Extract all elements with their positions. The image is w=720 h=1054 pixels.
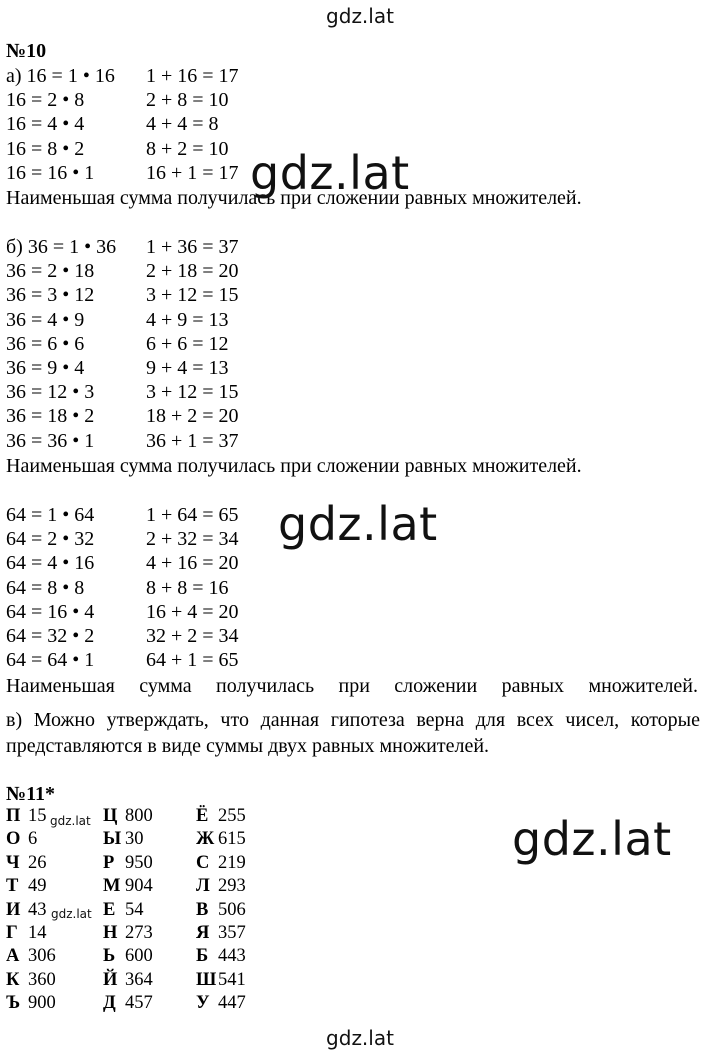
code-number: 273 xyxy=(125,922,153,943)
letter: О xyxy=(6,829,21,850)
letter-code xyxy=(196,945,246,968)
letter: К xyxy=(6,969,20,990)
code-number: 447 xyxy=(218,993,246,1014)
watermark-large-3: gdz.lat xyxy=(512,812,672,866)
letter: Е xyxy=(103,899,116,920)
letter: А xyxy=(6,946,20,967)
letter: Б xyxy=(196,946,209,967)
watermark-tiny-1: gdz.lat xyxy=(50,814,91,828)
factor-sum: 8 + 2 = 10 xyxy=(146,137,229,160)
letter-code xyxy=(6,805,56,828)
letter-code xyxy=(103,945,153,968)
code-number: 600 xyxy=(125,946,153,967)
watermark-large-2: gdz.lat xyxy=(278,497,438,551)
letter: Т xyxy=(6,876,19,897)
code-number: 900 xyxy=(28,993,56,1014)
factor-sum: 36 + 1 = 37 xyxy=(146,429,239,452)
letter: Й xyxy=(103,969,118,990)
letter-code xyxy=(6,875,56,898)
part-b-conclusion: Наименьшая сумма получилась при сложении равных множителей. xyxy=(6,455,582,477)
letter-code xyxy=(103,922,153,945)
code-number: 615 xyxy=(218,829,246,850)
letter-code xyxy=(6,992,56,1015)
code-number: 14 xyxy=(28,922,47,943)
factorization: 36 = 6 • 6 xyxy=(6,332,85,355)
letter: У xyxy=(196,993,210,1014)
letter-code xyxy=(6,828,56,851)
factor-sum: 2 + 32 = 34 xyxy=(146,528,239,551)
factor-sum: 8 + 8 = 16 xyxy=(146,576,229,599)
factorization: 36 = 4 • 9 xyxy=(6,308,85,331)
letter-code xyxy=(103,852,153,875)
part-b-extra-conclusion: Наименьшая сумма получилась при сложении равных множителей. xyxy=(6,675,698,697)
factorization: 36 = 2 • 18 xyxy=(6,260,95,283)
factor-sum: 4 + 9 = 13 xyxy=(146,308,229,331)
letter: Ъ xyxy=(6,993,21,1014)
letter: Ж xyxy=(196,829,215,850)
factorization: 16 = 2 • 8 xyxy=(6,89,85,112)
factorization: 64 = 8 • 8 xyxy=(6,576,85,599)
letter-code xyxy=(6,899,56,922)
letter-code xyxy=(196,852,246,875)
watermark-bottom: gdz.lat xyxy=(326,1026,394,1050)
letter-code xyxy=(103,828,153,851)
part-v-line-1: в) Можно утверждать, что данная гипотеза верна для всех чисел, которые xyxy=(6,709,700,731)
letter-code xyxy=(196,805,246,828)
code-column-3 xyxy=(196,805,246,1016)
code-number: 360 xyxy=(28,969,56,990)
letter-code xyxy=(6,945,56,968)
factorization: 16 = 4 • 4 xyxy=(6,113,85,136)
letter: Р xyxy=(103,852,115,873)
letter: Ё xyxy=(196,806,209,826)
task-10-title: №10 xyxy=(6,40,47,62)
letter: Л xyxy=(196,876,210,897)
letter: С xyxy=(196,852,210,873)
factorization: а) 16 = 1 • 16 xyxy=(6,65,115,87)
factorization: 36 = 9 • 4 xyxy=(6,356,85,379)
factor-sum: 32 + 2 = 34 xyxy=(146,624,239,647)
letter-code xyxy=(103,969,153,992)
code-number: 30 xyxy=(125,829,144,850)
code-number: 541 xyxy=(218,969,246,990)
letter: Н xyxy=(103,922,118,943)
code-number: 306 xyxy=(28,946,56,967)
letter-code xyxy=(6,852,56,875)
factorization: 36 = 18 • 2 xyxy=(6,405,95,428)
letter-code xyxy=(196,875,246,898)
factorization: 64 = 16 • 4 xyxy=(6,600,95,623)
code-number: 49 xyxy=(28,876,47,897)
watermark-top: gdz.lat xyxy=(326,4,394,28)
code-number: 219 xyxy=(218,852,246,873)
letter: Г xyxy=(6,922,18,943)
code-number: 255 xyxy=(218,806,246,826)
factor-sum: 4 + 16 = 20 xyxy=(146,552,239,575)
letter-code xyxy=(196,969,246,992)
letter-code xyxy=(103,805,153,828)
factor-sum: 4 + 4 = 8 xyxy=(146,113,219,136)
code-number: 26 xyxy=(28,852,47,873)
code-number: 950 xyxy=(125,852,153,873)
factorization: 36 = 12 • 3 xyxy=(6,381,95,404)
factorization: 64 = 4 • 16 xyxy=(6,552,95,575)
letter: П xyxy=(6,806,21,826)
code-number: 364 xyxy=(125,969,153,990)
factor-sum: 16 + 4 = 20 xyxy=(146,600,239,623)
factor-sum: 1 + 16 = 17 xyxy=(146,65,239,87)
letter: Д xyxy=(103,993,116,1014)
letter: В xyxy=(196,899,209,920)
code-number: 800 xyxy=(125,806,153,826)
factor-sum: 1 + 36 = 37 xyxy=(146,236,239,258)
code-number: 457 xyxy=(125,993,153,1014)
letter: Ь xyxy=(103,946,116,967)
code-number: 15 xyxy=(28,806,47,826)
factor-sum: 9 + 4 = 13 xyxy=(146,356,229,379)
task-11-title: №11* xyxy=(6,783,55,805)
letter: Я xyxy=(196,922,210,943)
code-number: 506 xyxy=(218,899,246,920)
code-number: 357 xyxy=(218,922,246,943)
code-column-1 xyxy=(6,805,56,1016)
letter-code xyxy=(6,969,56,992)
code-number: 43 xyxy=(28,899,47,920)
factorization: 64 = 64 • 1 xyxy=(6,649,95,672)
factor-sum: 18 + 2 = 20 xyxy=(146,405,239,428)
letter-code xyxy=(6,922,56,945)
letter-code xyxy=(103,992,153,1015)
letter-code xyxy=(196,899,246,922)
watermark-tiny-2: gdz.lat xyxy=(51,907,92,921)
letter: М xyxy=(103,876,121,897)
factorization: 36 = 36 • 1 xyxy=(6,429,95,452)
part-v-paragraph xyxy=(6,707,700,759)
letter: Ш xyxy=(196,969,217,990)
factor-sum: 2 + 8 = 10 xyxy=(146,89,229,112)
factor-sum: 6 + 6 = 12 xyxy=(146,332,229,355)
letter-code xyxy=(196,922,246,945)
factorization: 64 = 32 • 2 xyxy=(6,624,95,647)
factorization: 16 = 16 • 1 xyxy=(6,161,95,184)
factor-sum: 16 + 1 = 17 xyxy=(146,161,239,184)
code-number: 293 xyxy=(218,876,246,897)
factor-sum: 2 + 18 = 20 xyxy=(146,260,239,283)
code-number: 54 xyxy=(125,899,144,920)
code-number: 443 xyxy=(218,946,246,967)
letter: Ц xyxy=(103,806,118,826)
factorization: 64 = 1 • 64 xyxy=(6,504,95,526)
code-number: 904 xyxy=(125,876,153,897)
letter: Ч xyxy=(6,852,20,873)
letter: И xyxy=(6,899,21,920)
factor-sum: 3 + 12 = 15 xyxy=(146,284,239,307)
code-column-2 xyxy=(103,805,153,1016)
code-number: 6 xyxy=(28,829,38,850)
letter-code xyxy=(103,875,153,898)
part-v-line-2: представляются в виде суммы двух равных множителей. xyxy=(6,735,490,757)
factor-sum: 1 + 64 = 65 xyxy=(146,504,239,526)
letter-code xyxy=(196,992,246,1015)
factorization: 16 = 8 • 2 xyxy=(6,137,85,160)
factor-sum: 3 + 12 = 15 xyxy=(146,381,239,404)
factor-sum: 64 + 1 = 65 xyxy=(146,649,239,672)
letter-code xyxy=(103,899,153,922)
watermark-large-1: gdz.lat xyxy=(250,146,410,200)
letter-code xyxy=(196,828,246,851)
factorization: 36 = 3 • 12 xyxy=(6,284,95,307)
part-a-conclusion: Наименьшая сумма получилась при сложении равных множителей. xyxy=(6,187,582,209)
factorization: 64 = 2 • 32 xyxy=(6,528,95,551)
letter: Ы xyxy=(103,829,122,850)
factorization: б) 36 = 1 • 36 xyxy=(6,236,117,258)
